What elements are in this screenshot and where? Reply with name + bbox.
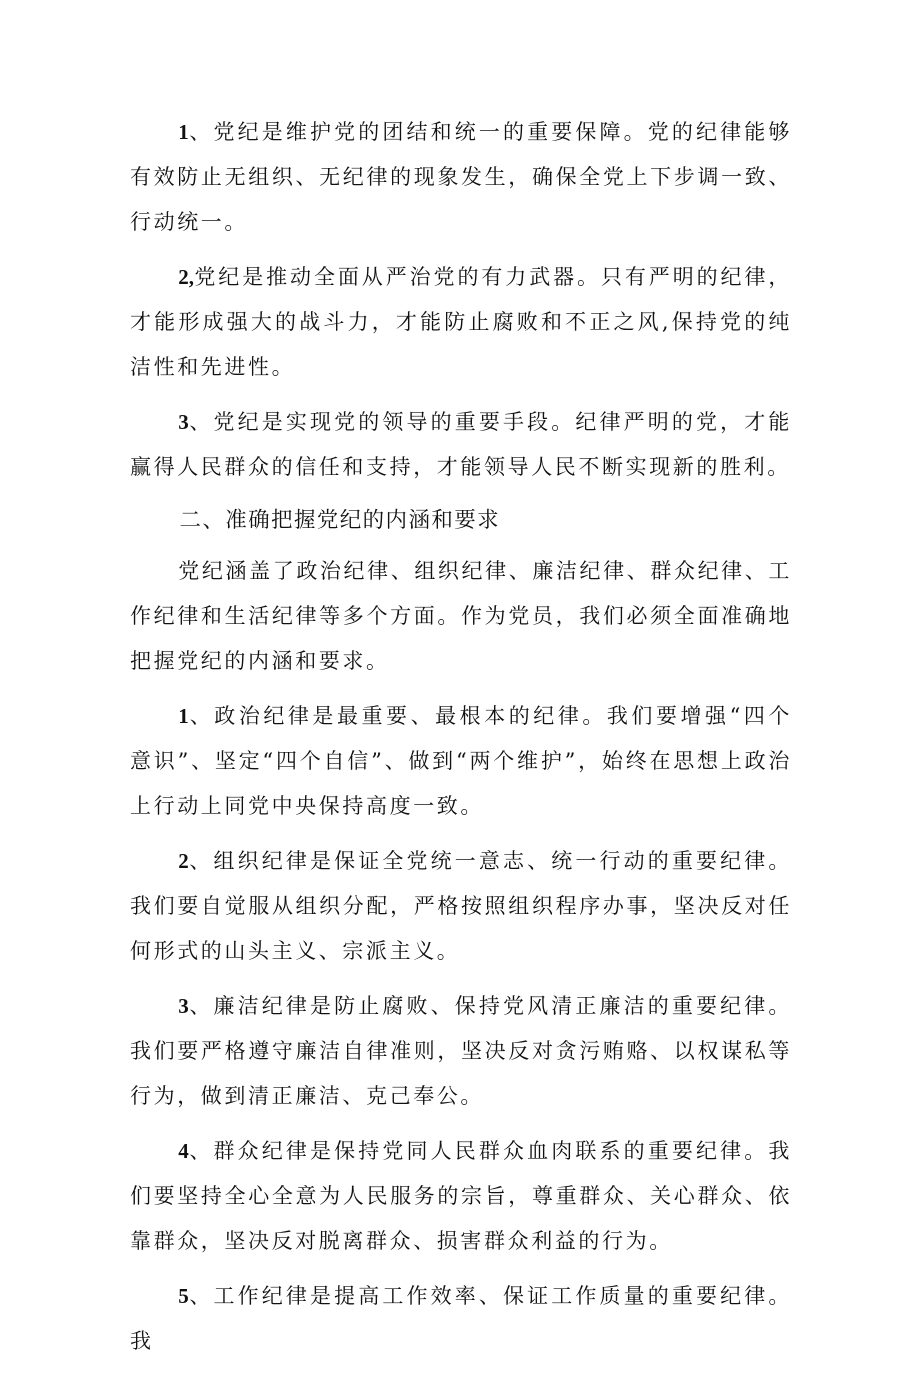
paragraph-text: 党纪是实现党的领导的重要手段。纪律严明的党，才能赢得人民群众的信任和支持，才能领导人民不断实现新的胜利。 — [130, 410, 792, 479]
paragraph-section2-item2 — [130, 839, 792, 974]
paragraph-section1-item2 — [130, 255, 792, 390]
paragraph-text: 党纪是推动全面从严治党的有力武器。只有严明的纪律，才能形成强大的战斗力，才能防止腐败和不正之风,保持党的纯洁性和先进性。 — [130, 265, 792, 379]
paragraph-section1-item3 — [130, 400, 792, 490]
item-separator: 、 — [188, 120, 214, 144]
paragraph-text: 党纪是维护党的团结和统一的重要保障。党的纪律能够有效防止无组织、无纪律的现象发生，确保全党上下步调一致、行动统一。 — [130, 120, 792, 234]
paragraph-text: 工作纪律是提高工作效率、保证工作质量的重要纪律。我 — [130, 1284, 792, 1353]
item-separator: 、 — [188, 1139, 214, 1163]
paragraph-section2-item5 — [130, 1274, 792, 1364]
item-number: 2 — [178, 849, 189, 873]
paragraph-section1-item1 — [130, 110, 792, 245]
paragraph-section2-item3 — [130, 984, 792, 1119]
item-number: 3 — [178, 410, 189, 434]
item-number: 4 — [178, 1139, 189, 1163]
item-number: 1 — [178, 704, 189, 728]
item-number: 3 — [178, 994, 189, 1018]
item-separator: 、 — [188, 1284, 214, 1308]
item-separator: 、 — [188, 849, 214, 873]
item-number: 1 — [178, 120, 189, 144]
item-separator: 、 — [188, 704, 215, 728]
paragraph-section2-item4 — [130, 1129, 792, 1264]
paragraph-section2-item1 — [130, 694, 792, 829]
paragraph-text: 组织纪律是保证全党统一意志、统一行动的重要纪律。我们要自觉服从组织分配，严格按照组织程序办事，坚决反对任何形式的山头主义、宗派主义。 — [130, 849, 792, 963]
item-separator: 、 — [188, 994, 214, 1018]
paragraph-section2-intro: 党纪涵盖了政治纪律、组织纪律、廉洁纪律、群众纪律、工作纪律和生活纪律等多个方面。作为党员，我们必须全面准确地把握党纪的内涵和要求。 — [130, 559, 792, 673]
item-number: 5 — [178, 1284, 189, 1308]
paragraph-text: 群众纪律是保持党同人民群众血肉联系的重要纪律。我们要坚持全心全意为人民服务的宗旨，尊重群众、关心群众、依靠群众，坚决反对脱离群众、损害群众利益的行为。 — [130, 1139, 792, 1253]
document-body — [130, 110, 792, 1374]
paragraph-text: 廉洁纪律是防止腐败、保持党风清正廉洁的重要纪律。我们要严格遵守廉洁自律准则，坚决反对贪污贿赂、以权谋私等行为，做到清正廉洁、克己奉公。 — [130, 994, 792, 1108]
item-number: 2, — [178, 265, 195, 289]
section-heading: 二、准确把握党纪的内涵和要求 — [179, 508, 501, 533]
item-separator: 、 — [188, 410, 214, 434]
paragraph-text: 政治纪律是最重要、最根本的纪律。我们要增强“四个意识”、坚定“四个自信”、做到“两个维护”，始终在思想上政治上行动上同党中央保持高度一致。 — [130, 704, 792, 818]
